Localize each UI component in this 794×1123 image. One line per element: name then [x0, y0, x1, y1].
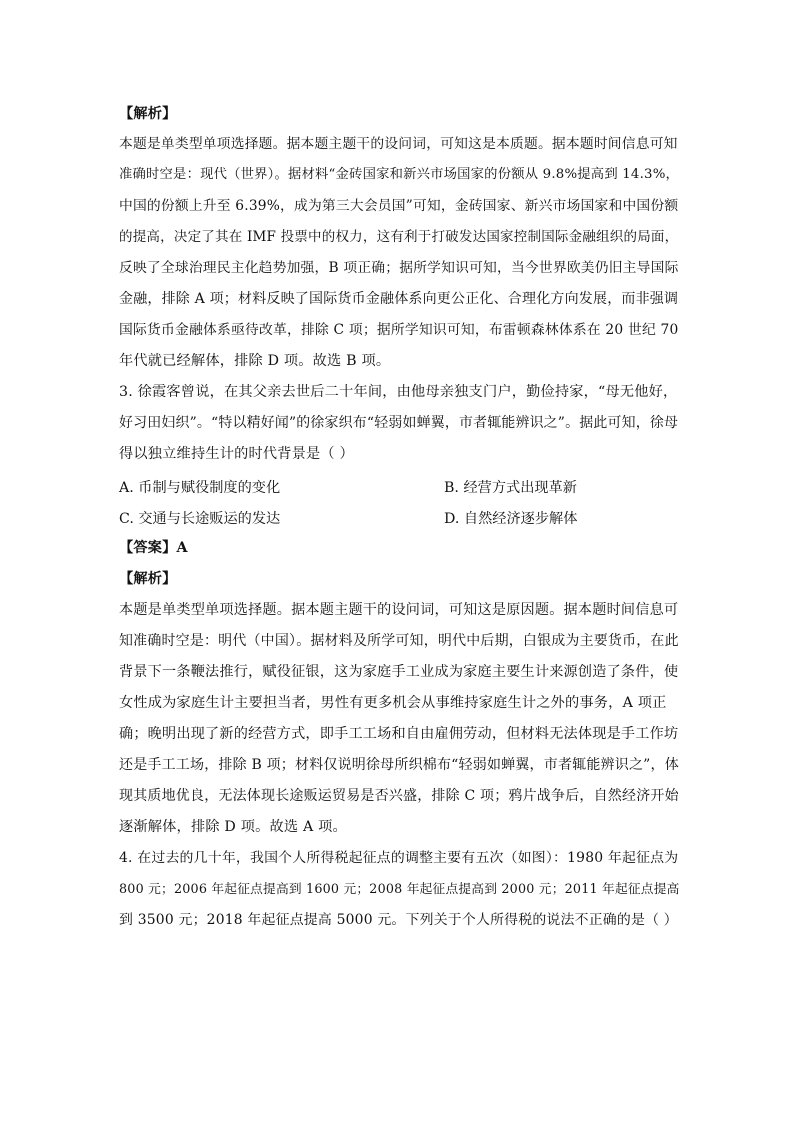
question-4-stem: 800 元；2006 年起征点提高到 1600 元；2008 年起征点提高到 2000 元；2011 年起征点提高 [119, 881, 680, 896]
analysis-line: 知准确时空是：明代（中国）。据材料及所学可知，明代中后期，白银成为主要货币，在此 [119, 633, 679, 649]
analysis-line: 现其质地优良，无法体现长途贩运贸易是否兴盛，排除 C 项；鸦片战争后，自然经济开始 [119, 788, 679, 804]
option-c: C. 交通与长途贩运的发达 [119, 511, 281, 527]
analysis-line: 女性成为家庭生计主要担当者，男性有更多机会从事维持家庭生计之外的事务，A 项正 [119, 695, 667, 711]
question-3-stem: 得以独立维持生计的时代背景是（ ） [119, 446, 354, 462]
analysis-line: 反映了全球治理民主化趋势加强，B 项正确；据所学知识可知，当今世界欧美仍旧主导国际 [119, 260, 679, 276]
analysis-line: 逐渐解体，排除 D 项。故选 A 项。 [119, 819, 347, 835]
question-3-stem: 3. 徐霞客曾说，在其父亲去世后二十年间，由他母亲独支门户，勤俭持家，“母无他好， [119, 384, 678, 400]
analysis-line: 背景下一条鞭法推行，赋役征银，这为家庭手工业成为家庭主要生计来源创造了条件，使 [119, 664, 679, 680]
analysis-line: 本题是单类型单项选择题。据本题主题干的设问词，可知这是原因题。据本题时间信息可 [119, 602, 679, 618]
analysis-line: 金融，排除 A 项；材料反映了国际货币金融体系向更公正化、合理化方向发展，而非强调 [119, 291, 679, 307]
analysis-line: 中国的份额上升至 6.39%，成为第三大会员国”可知，金砖国家、新兴市场国家和中国份额 [119, 198, 679, 214]
analysis-line: 确；晚明出现了新的经营方式，即手工工场和自由雇佣劳动，但材料无法体现是手工作坊 [119, 726, 679, 742]
option-b: B. 经营方式出现革新 [444, 480, 577, 496]
option-a: A. 币制与赋役制度的变化 [119, 480, 281, 496]
question-4-stem: 4. 在过去的几十年，我国个人所得税起征点的调整主要有五次（如图）：1980 年起征点为 [119, 850, 679, 866]
analysis-line: 本题是单类型单项选择题。据本题主题干的设问词，可知这是本质题。据本题时间信息可知 [119, 136, 678, 152]
analysis-line: 还是手工工场，排除 B 项；材料仅说明徐母所织棉布“轻弱如蝉翼，市者辄能辨识之”，体 [119, 757, 679, 773]
analysis-line: 年代就已经解体，排除 D 项。故选 B 项。 [119, 353, 391, 369]
analysis-heading-1: 【解析】 [119, 106, 177, 122]
answer-label: 【答案】A [119, 540, 188, 556]
question-4-stem: 到 3500 元；2018 年起征点提高 5000 元。下列关于个人所得税的说法不正确的是（ ） [119, 912, 678, 928]
analysis-line: 准确时空是：现代（世界）。据材料“金砖国家和新兴市场国家的份额从 9.8%提高到 14.3%， [119, 167, 680, 182]
analysis-line: 的提高，决定了其在 IMF 投票中的权力，这有利于打破发达国家控制国际金融组织的局面， [119, 229, 679, 245]
option-d: D. 自然经济逐步解体 [444, 511, 578, 527]
question-3-stem: 好习田妇织”。“特以精好闻”的徐家织布“轻弱如蝉翼，市者辄能辨识之”。据此可知，徐母 [119, 415, 679, 431]
analysis-line: 国际货币金融体系亟待改革，排除 C 项；据所学知识可知，布雷顿森林体系在 20 世纪 70 [119, 322, 679, 338]
analysis-heading-2: 【解析】 [119, 571, 177, 587]
